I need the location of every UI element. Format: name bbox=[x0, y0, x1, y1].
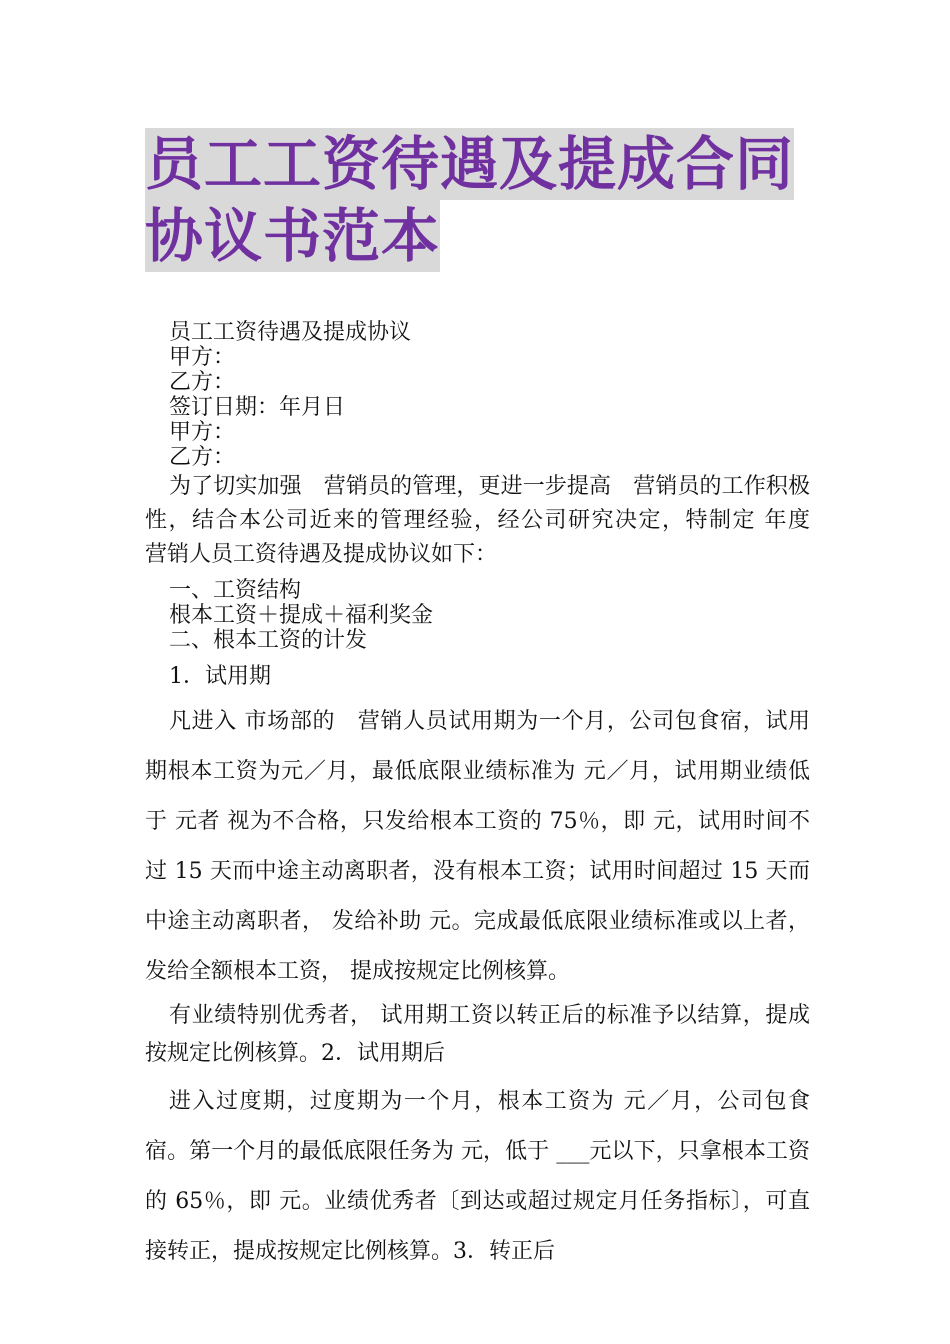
sign-date-line: 签订日期：年月日 bbox=[169, 395, 346, 420]
excellent-performer-paragraph: 有业绩特别优秀者， 试用期工资以转正后的标准予以结算，提成按规定比例核算。2．试用期后 bbox=[145, 1003, 810, 1066]
probation-paragraph: 凡进入 市场部的 营销人员试用期为一个月，公司包食宿，试用期根本工资为元／月，最低底限业绩标准为 元／月，试用期业绩低于 元者 视为不合格，只发给根本工资的 75％，即 元，试用时间不过 15 天而中途主动离职者，没有根本工资；试用时间超过 15 天而中途主动离职者， 发给补助 元。完成最低底限业绩标准或以上者， 发给全额根本工资， 提成按规定比例核算。 bbox=[145, 709, 810, 984]
title-line-2: 协议书范本 bbox=[145, 202, 441, 270]
title-line-1: 员工工资待遇及提成合同 bbox=[145, 130, 795, 198]
section-1-body: 根本工资＋提成＋福利奖金 bbox=[169, 603, 434, 628]
intro-paragraph: 为了切实加强 营销员的管理，更进一步提高 营销员的工作积极性，结合本公司近来的管理经验，经公司研究决定，特制定 年度 营销人员工资待遇及提成协议如下： bbox=[145, 474, 833, 567]
agreement-name: 员工工资待遇及提成协议 bbox=[169, 320, 412, 345]
section-2-heading: 二、根本工资的计发 bbox=[169, 628, 368, 653]
party-a-line-2: 甲方： bbox=[169, 420, 236, 445]
party-b-line-2: 乙方： bbox=[169, 445, 236, 470]
item-1-heading: 1．试用期 bbox=[169, 664, 271, 689]
document-title bbox=[145, 128, 825, 272]
party-b-line: 乙方： bbox=[169, 370, 236, 395]
section-1-heading: 一、工资结构 bbox=[169, 578, 302, 603]
transition-period-paragraph: 进入过度期，过度期为一个月，根本工资为 元／月，公司包食宿。第一个月的最低底限任务为 元，低于 ___元以下，只拿根本工资的 65％，即 元。业绩优秀者〔到达或超过规定月任务指标〕，可直接转正，提成按规定比例核算。3．转正后 bbox=[145, 1089, 810, 1264]
document-body bbox=[145, 320, 833, 1277]
party-a-line: 甲方： bbox=[169, 345, 236, 370]
